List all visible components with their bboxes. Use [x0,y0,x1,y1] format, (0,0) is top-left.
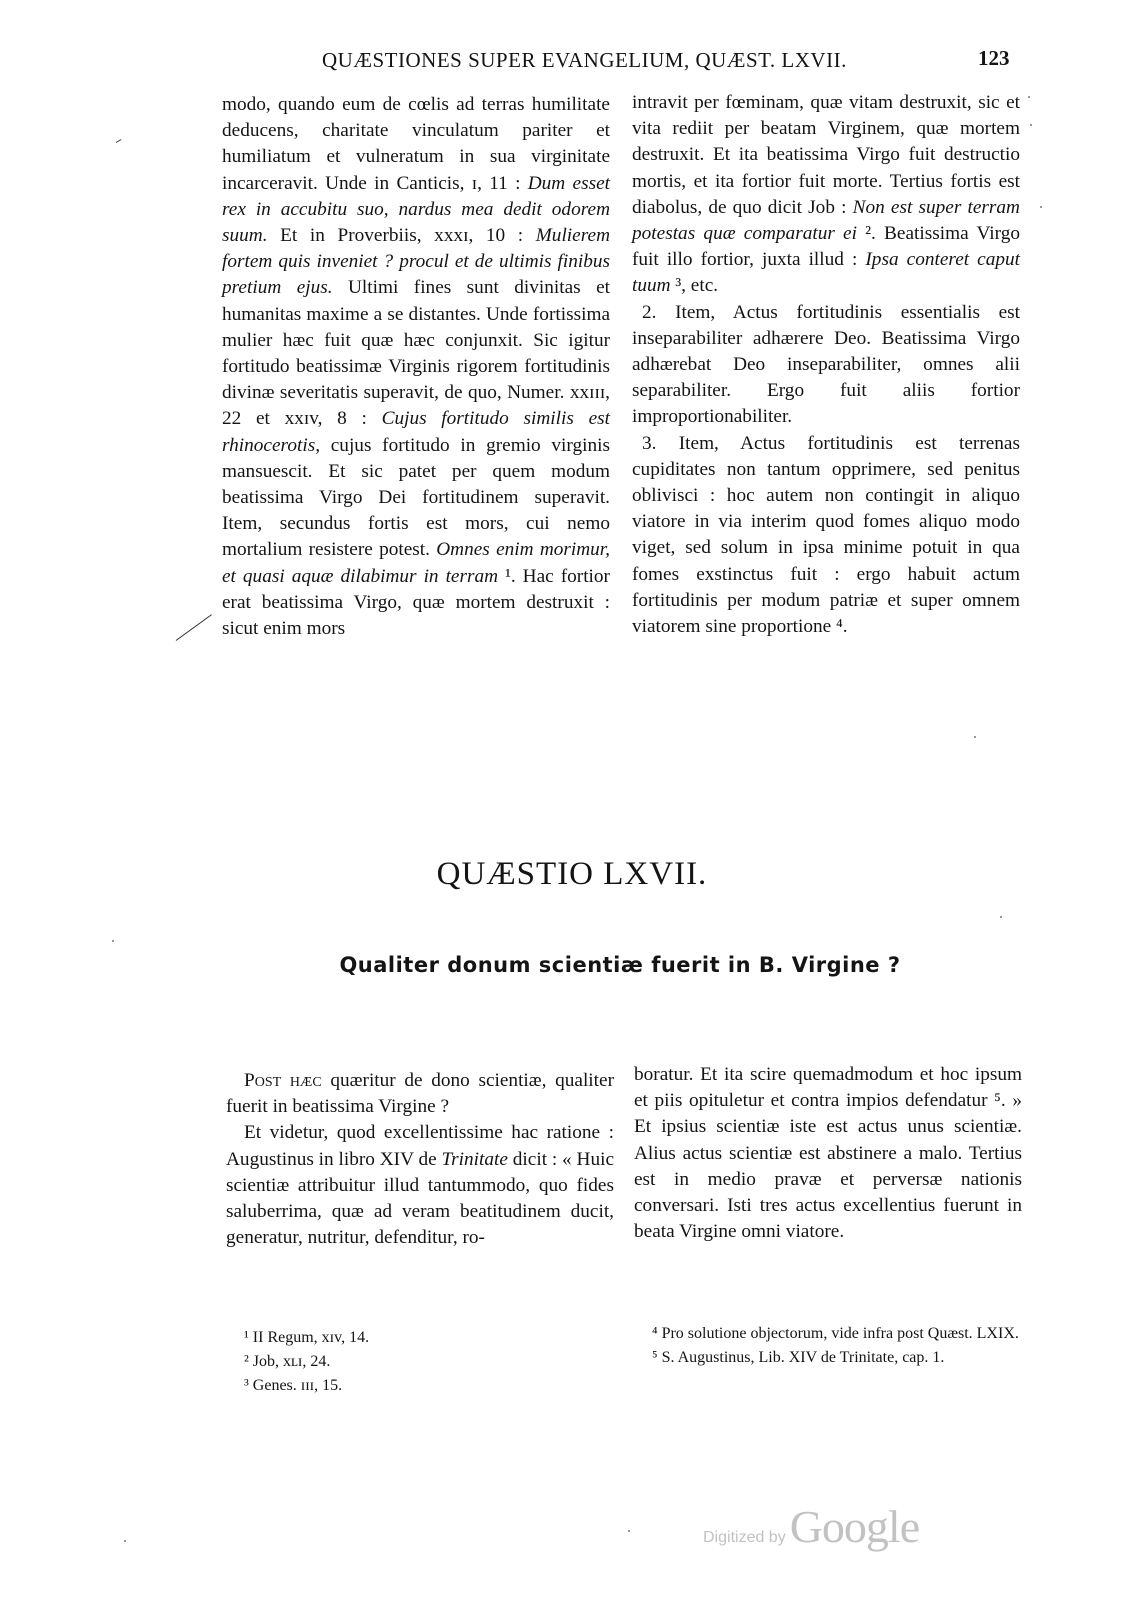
argument-3: 3. Item, Actus fortitudinis est terrenas cupiditates non tantum opprimere, sed penitus oblivisci : hoc autem non contingit in aliquo viatore in via interim quod fomes aliquo modo viget, sed solum in ipsa minime potuit in qua fomes exstinctus fuit : ergo habuit actum fortitudinis per modum patriæ et super omnem viatorem sine proportione ⁴. [632,432,1020,638]
margin-speck [1000,916,1002,918]
margin-speck [112,940,114,942]
text-run: modo, quando eum de cœlis ad terras humilitate deducens, charitate vinculatum pariter et humiliatum et vulneratum in sua virginitate incarceravit. Unde in Canticis, ɪ, 11 : [222,94,610,194]
lower-right-column [634,1062,1022,1245]
footnotes-right [652,1322,1022,1370]
text-run: ¹. Hac fortior erat beatissima Virgo, quæ mortem destruxit : sicut enim mors [222,565,610,640]
footnote: ³ Genes. ɪɪɪ, 15. [244,1377,343,1394]
running-head: QUÆSTIONES SUPER EVANGELIUM, QUÆST. LXVII. [322,48,847,72]
margin-pencil-mark [176,614,212,641]
footnote: ¹ II Regum, xɪv, 14. [244,1329,370,1346]
google-logo: Google [789,1501,920,1552]
page-number: 123 [978,46,1010,70]
upper-right-column [632,90,1020,640]
digitized-watermark [703,1500,919,1553]
text-run: Ultimi fines sunt divinitas et humanitas maxime a se distantes. Unde fortissima mulier hæc fuit quæ hæc conjunxit. Sic igitur fortitudo beatissimæ Virginis rigorem fortitudinis divinæ severitatis superavit, de quo, Numer. xxɪɪɪ, 22 et xxɪv, 8 : [222,277,610,430]
lower-right-text: boratur. Et ita scire quemadmodum et hoc ipsum et piis opituletur et contra impios defendatur ⁵. » Et ipsius scientiæ iste est actus unus scientiæ. Alius actus scientiæ est abstinere a malo. Tertius est in medio pravæ et perversæ nationis conversari. Isti tres actus excellentius fuerunt in beata Virgine omni viatore. [634,1064,1022,1243]
text-run: ². Beatissima Virgo fuit illo fortior, juxta illud : [632,223,1020,271]
argument-paragraph [226,1120,614,1251]
question-title: QUÆSTIO LXVII. [436,856,708,892]
text-run: intravit per fœminam, quæ vitam destruxit, sic et vita rediit per beatam Virginem, quæ mortem destruxit. Et ita beatissima Virgo fuit destructio mortis, et ita fortior fuit morte. Tertius fortis est diabolus, de quo dicit Job : [632,92,1020,218]
margin-speck [1040,206,1042,208]
scripture-quote: Omnes enim morimur, et quasi aquæ dilabimur in terram [222,539,610,587]
scripture-quote: Mulierem fortem quis inveniet ? procul et de ultimis finibus pretium ejus. [222,225,610,299]
margin-speck [628,1530,630,1532]
margin-pencil-mark [116,139,122,143]
footnote: ⁴ Pro solutione objectorum, vide infra post Quæst. LXIX. [652,1325,1019,1342]
footnote: ⁵ S. Augustinus, Lib. XIV de Trinitate, cap. 1. [652,1349,945,1366]
scripture-quote: Ipsa conteret caput tuum [632,249,1020,297]
scripture-quote: Non est super terram potestas quæ comparatur ei [632,196,1020,245]
text-run: quæritur de dono scientiæ, qualiter fuerit in beatissima Virgine ? [226,1070,615,1118]
text-run: dicit : « Huic scientiæ attribuitur illud tantummodo, quo fides saluberrima, quæ ad veram beatitudinem ducit, generatur, nutritur, defenditur, ro- [226,1148,615,1249]
margin-speck [1030,124,1032,126]
upper-left-text [222,92,610,642]
text-run: cujus fortitudo in gremio virginis mansuescit. Et sic patet per quem modum beatissima Virgo Dei fortitudinem superavit. Item, secundus fortis est mors, cui nemo mortalium resistere potest. [222,434,610,561]
footnotes-left [244,1326,584,1398]
question-subtitle: Qualiter donum scientiæ fuerit in B. Virgine ? [339,953,901,977]
lower-left-column [226,1068,614,1251]
margin-speck [974,736,976,738]
text-run: ³, etc. [670,275,719,297]
margin-speck [1028,96,1030,98]
work-title: Trinitate [441,1148,508,1170]
upper-right-text [632,90,1020,300]
text-run: Et videtur, quod excellentissime hac ratione : Augustinus in libro XIV de [226,1122,614,1170]
text-run: Et in Proverbiis, xxxɪ, 10 : [267,225,536,247]
margin-speck [124,1540,126,1542]
watermark-prefix: Digitized by [703,1529,786,1546]
upper-left-column [222,92,610,642]
argument-2: 2. Item, Actus fortitudinis essentialis est inseparabiliter adhærere Deo. Beatissima Virgo adhærebat Deo inseparabiliter, omnes alii separabiliter. Ergo fuit aliis fortior improportionabiliter. [632,301,1020,428]
footnote: ² Job, xʟɪ, 24. [244,1353,331,1370]
opening-paragraph [226,1068,614,1120]
opening-smallcaps: Post hæc [244,1070,322,1091]
scripture-quote: Cujus fortitudo similis est rhinocerotis, [222,408,610,456]
scripture-quote: Dum esset rex in accubitu suo, nardus mea dedit odorem suum. [222,172,610,247]
